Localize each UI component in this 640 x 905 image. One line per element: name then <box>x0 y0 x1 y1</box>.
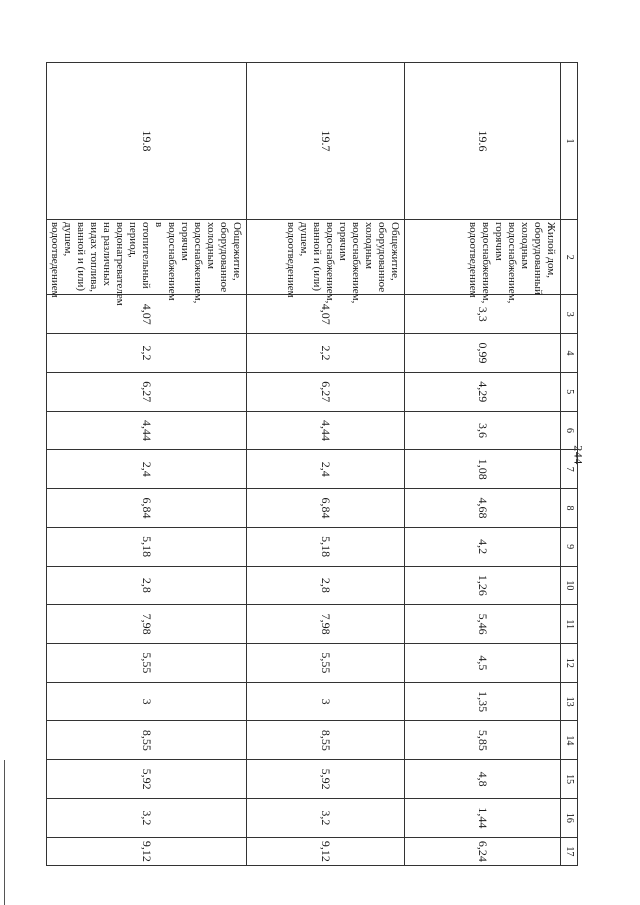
tariff-table <box>46 62 578 866</box>
value-cell: 2,2 <box>47 334 247 373</box>
value-cell: 3,6 <box>405 411 561 450</box>
value-cell: 3,3 <box>405 295 561 334</box>
value-cell: 5,55 <box>247 644 405 683</box>
value-cell: 2,2 <box>247 334 405 373</box>
value-cell: 4,44 <box>247 411 405 450</box>
value-cell: 1,35 <box>405 682 561 721</box>
value-cell: 6,27 <box>247 372 405 411</box>
value-cell: 7,98 <box>47 605 247 644</box>
value-cell: 5,85 <box>405 721 561 760</box>
value-cell: 5,92 <box>247 760 405 799</box>
value-cell: 5,92 <box>47 760 247 799</box>
value-cell: 7,98 <box>247 605 405 644</box>
row-description: Общежитие, оборудованное холодным водоснабжением, горячим водоснабжением в отопительный период, водонагревателем на различных видах топлива, ванной и (или) душем, водоотведением <box>47 220 247 295</box>
column-number: 8 <box>561 489 578 528</box>
column-number: 15 <box>561 760 578 799</box>
column-number: 13 <box>561 682 578 721</box>
value-cell: 8,55 <box>47 721 247 760</box>
column-number: 5 <box>561 372 578 411</box>
value-cell: 4,8 <box>405 760 561 799</box>
value-cell: 4,2 <box>405 527 561 566</box>
column-number: 3 <box>561 295 578 334</box>
column-number: 4 <box>561 334 578 373</box>
value-cell: 2,4 <box>47 450 247 489</box>
value-cell: 3,2 <box>47 798 247 837</box>
value-cell: 5,55 <box>47 644 247 683</box>
value-cell: 3 <box>47 682 247 721</box>
table-row <box>405 63 561 866</box>
value-cell: 3,2 <box>247 798 405 837</box>
column-number: 2 <box>561 220 578 295</box>
scan-edge-line <box>4 760 5 905</box>
column-number: 16 <box>561 798 578 837</box>
row-code: 19.8 <box>47 63 247 220</box>
value-cell: 4,68 <box>405 489 561 528</box>
tariff-table-area <box>49 62 578 866</box>
value-cell: 5,18 <box>247 527 405 566</box>
table-row <box>247 63 405 866</box>
rotated-table-container <box>49 62 578 866</box>
row-description: Жилой дом, оборудованный холодным водоснабжением, горячим водоснабжением, водоотведением <box>405 220 561 295</box>
column-number: 10 <box>561 566 578 605</box>
column-number: 7 <box>561 450 578 489</box>
column-number: 1 <box>561 63 578 220</box>
column-number: 17 <box>561 837 578 865</box>
value-cell: 2,8 <box>47 566 247 605</box>
row-code: 19.6 <box>405 63 561 220</box>
value-cell: 1,26 <box>405 566 561 605</box>
value-cell: 4,29 <box>405 372 561 411</box>
value-cell: 4,07 <box>247 295 405 334</box>
value-cell: 8,55 <box>247 721 405 760</box>
value-cell: 6,84 <box>47 489 247 528</box>
value-cell: 2,4 <box>247 450 405 489</box>
row-code: 19.7 <box>247 63 405 220</box>
value-cell: 6,24 <box>405 837 561 865</box>
value-cell: 9,12 <box>247 837 405 865</box>
column-number: 6 <box>561 411 578 450</box>
value-cell: 6,27 <box>47 372 247 411</box>
column-number: 14 <box>561 721 578 760</box>
value-cell: 4,44 <box>47 411 247 450</box>
column-number-row <box>561 63 578 866</box>
column-number: 11 <box>561 605 578 644</box>
value-cell: 6,84 <box>247 489 405 528</box>
column-number: 9 <box>561 527 578 566</box>
value-cell: 1,08 <box>405 450 561 489</box>
value-cell: 4,5 <box>405 644 561 683</box>
table-row <box>47 63 247 866</box>
row-description: Общежитие, оборудованное холодным водоснабжением, горячим водоснабжением, ванной и (или) душем, водоотведением <box>247 220 405 295</box>
value-cell: 1,44 <box>405 798 561 837</box>
value-cell: 2,8 <box>247 566 405 605</box>
value-cell: 5,18 <box>47 527 247 566</box>
value-cell: 5,46 <box>405 605 561 644</box>
value-cell: 4,07 <box>47 295 247 334</box>
page-number: 244 <box>571 445 586 465</box>
value-cell: 0,99 <box>405 334 561 373</box>
value-cell: 9,12 <box>47 837 247 865</box>
column-number: 12 <box>561 644 578 683</box>
value-cell: 3 <box>247 682 405 721</box>
